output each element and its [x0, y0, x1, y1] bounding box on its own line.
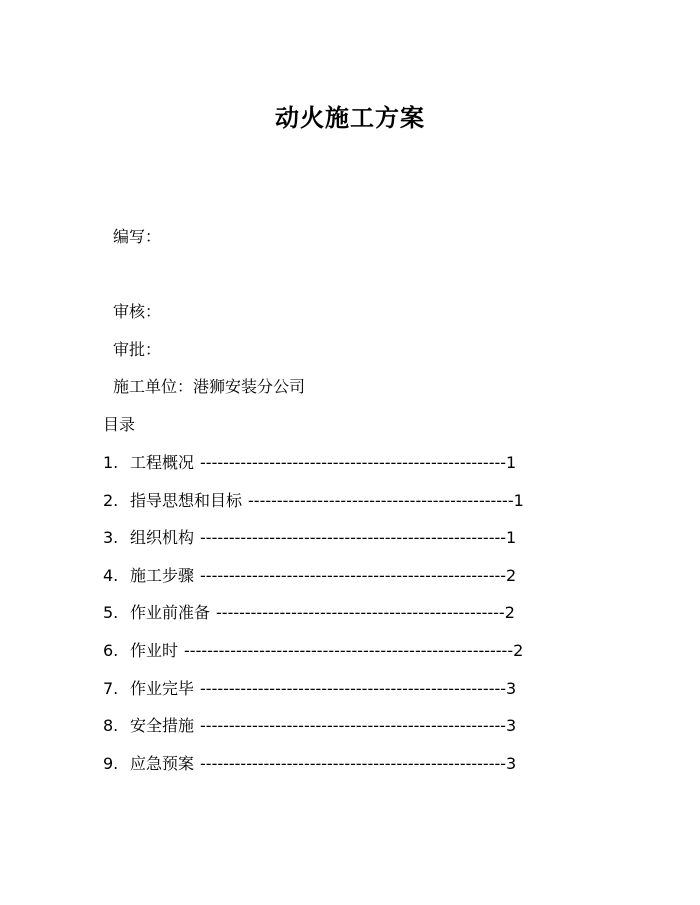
- toc-item-leader: -----------------------------------------------------: [200, 754, 507, 773]
- toc-item: [103, 565, 516, 587]
- toc-item: [103, 640, 523, 662]
- toc-item-leader: -----------------------------------------------------: [200, 566, 507, 585]
- toc-item-page: 1: [506, 528, 517, 547]
- toc-item-page: 2: [506, 566, 517, 585]
- toc-item-text: 施工步骤: [130, 566, 195, 585]
- toc-item: [103, 602, 515, 624]
- toc-item: [103, 715, 516, 737]
- toc-item: [103, 527, 516, 549]
- toc-item-number: 3.: [103, 528, 119, 547]
- toc-item: [103, 678, 516, 700]
- toc-heading: 目录: [103, 415, 136, 434]
- toc-item-page: 1: [506, 453, 517, 472]
- toc-item-text: 应急预案: [130, 754, 195, 773]
- toc-item-page: 1: [513, 491, 524, 510]
- toc-item-number: 8.: [103, 716, 119, 735]
- toc-item-page: 3: [506, 679, 517, 698]
- toc-item-text: 作业时: [130, 641, 179, 660]
- toc-item-leader: ----------------------------------------------: [248, 491, 514, 510]
- toc-item-leader: -----------------------------------------------------: [200, 716, 507, 735]
- toc-item-number: 7.: [103, 679, 119, 698]
- toc-item-leader: --------------------------------------------------: [216, 603, 505, 622]
- toc-item-number: 2.: [103, 491, 119, 510]
- toc-item-page: 2: [513, 641, 524, 660]
- toc-item-number: 9.: [103, 754, 119, 773]
- toc-item: [103, 452, 516, 474]
- toc-item-number: 5.: [103, 603, 119, 622]
- toc-item-text: 作业完毕: [130, 679, 195, 698]
- toc-item-page: 3: [506, 716, 517, 735]
- document-title: 动火施工方案: [275, 104, 425, 132]
- toc-item-text: 组织机构: [130, 528, 195, 547]
- construction-unit-field: 施工单位：港狮安装分公司: [113, 377, 306, 396]
- toc-item-number: 6.: [103, 641, 119, 660]
- toc-item-text: 安全措施: [130, 716, 195, 735]
- toc-item-leader: -----------------------------------------------------: [200, 679, 507, 698]
- approver-field: 审批：: [113, 340, 162, 359]
- toc-item: [103, 753, 516, 775]
- toc-item: [103, 490, 524, 512]
- toc-item-number: 4.: [103, 566, 119, 585]
- toc-item-text: 指导思想和目标: [130, 491, 243, 510]
- toc-item-text: 工程概况: [130, 453, 195, 472]
- toc-item-page: 2: [504, 603, 515, 622]
- reviewer-field: 审核：: [113, 302, 162, 321]
- author-field: 编写：: [113, 227, 162, 246]
- toc-item-leader: ---------------------------------------------------------: [184, 641, 514, 660]
- toc-item-page: 3: [506, 754, 517, 773]
- toc-item-leader: -----------------------------------------------------: [200, 453, 507, 472]
- toc-item-leader: -----------------------------------------------------: [200, 528, 507, 547]
- toc-item-number: 1.: [103, 453, 119, 472]
- toc-item-text: 作业前准备: [130, 603, 211, 622]
